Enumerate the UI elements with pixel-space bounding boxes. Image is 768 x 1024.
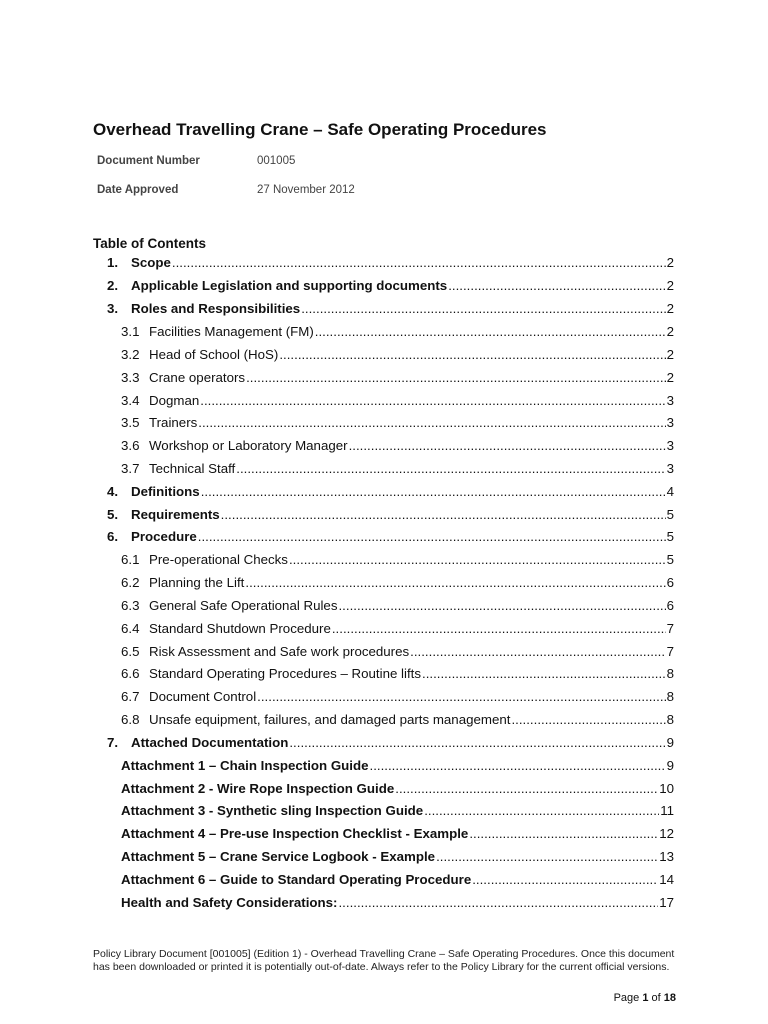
toc-leader-dots [172, 255, 666, 270]
toc-entry-procedure[interactable] [107, 529, 674, 549]
toc-entry-attachment-4[interactable] [121, 826, 674, 846]
toc-entry-legislation[interactable] [107, 278, 674, 298]
document-title: Overhead Travelling Crane – Safe Operating Procedures [93, 120, 547, 139]
toc-entry-workshop-manager[interactable] [121, 438, 674, 458]
toc-leader-dots [201, 484, 666, 499]
toc-leader-dots [472, 872, 658, 887]
toc-entry-attachment-5[interactable] [121, 849, 674, 869]
toc-entry-page: 9 [666, 735, 674, 750]
toc-leader-dots [246, 370, 666, 385]
toc-entry-page: 10 [659, 781, 674, 796]
toc-entry-number: 5. [107, 507, 119, 522]
toc-entry-number: 6.6 [121, 666, 140, 681]
toc-entry-page: 2 [666, 278, 674, 293]
toc-entry-text: Attachment 5 – Crane Service Logbook - Example [121, 849, 436, 864]
page-total: 18 [663, 992, 676, 1004]
toc-entry-text: Facilities Management (FM) [149, 324, 314, 339]
toc-entry-number: 6. [107, 529, 119, 544]
toc-entry-page: 13 [659, 849, 674, 864]
toc-entry-page: 5 [666, 552, 674, 567]
toc-entry-number: 3.7 [121, 461, 140, 476]
toc-entry-text: Attachment 3 - Synthetic sling Inspection Guide [121, 803, 424, 818]
toc-leader-dots [245, 575, 665, 590]
toc-entry-number: 3. [107, 301, 119, 316]
toc-entry-page: 8 [666, 689, 674, 704]
document-number-value: 001005 [257, 155, 296, 167]
toc-entry-text: Pre-operational Checks [149, 552, 288, 567]
toc-entry-page: 3 [666, 461, 674, 476]
toc-entry-number: 6.1 [121, 552, 140, 567]
toc-entry-trainers[interactable] [121, 415, 674, 435]
toc-entry-page: 6 [666, 575, 674, 590]
toc-entry-text: Head of School (HoS) [149, 347, 279, 362]
toc-leader-dots [395, 781, 658, 796]
toc-entry-text: Attachment 2 - Wire Rope Inspection Guide [121, 781, 395, 796]
toc-entry-page: 9 [666, 758, 674, 773]
toc-entry-attachment-2[interactable] [121, 781, 674, 801]
toc-entry-text: Roles and Responsibilities [131, 301, 301, 316]
toc-entry-scope[interactable] [107, 255, 674, 275]
toc-entry-page: 8 [666, 666, 674, 681]
toc-heading: Table of Contents [93, 236, 206, 251]
toc-entry-page: 3 [666, 393, 674, 408]
toc-entry-technical-staff[interactable] [121, 461, 674, 481]
toc-leader-dots [370, 758, 666, 773]
toc-entry-number: 3.2 [121, 347, 140, 362]
toc-entry-text: Health and Safety Considerations: [121, 895, 338, 910]
page-of: of [648, 992, 664, 1004]
toc-entry-attachment-6[interactable] [121, 872, 674, 892]
toc-leader-dots [198, 529, 666, 544]
toc-entry-risk-assessment[interactable] [121, 644, 674, 664]
toc-entry-number: 6.5 [121, 644, 140, 659]
toc-entry-number: 3.4 [121, 393, 140, 408]
toc-entry-roles[interactable] [107, 301, 674, 321]
date-approved-label: Date Approved [97, 184, 179, 196]
toc-entry-text: General Safe Operational Rules [149, 598, 338, 613]
toc-entry-standard-shutdown[interactable] [121, 621, 674, 641]
toc-leader-dots [257, 689, 665, 704]
toc-entry-number: 3.6 [121, 438, 140, 453]
toc-leader-dots [338, 895, 658, 910]
toc-entry-head-of-school[interactable] [121, 347, 674, 367]
footer-disclaimer: Policy Library Document [001005] (Edition 1) - Overhead Travelling Crane – Safe Operating Procedures. Once this document has been downloaded or printed it is potentially out-of-date. Always refer to the Policy Library for the current official versions. [93, 948, 675, 973]
toc-entry-requirements[interactable] [107, 507, 674, 527]
toc-entry-text: Unsafe equipment, failures, and damaged parts management [149, 712, 511, 727]
toc-leader-dots [448, 278, 665, 293]
toc-leader-dots [289, 735, 665, 750]
toc-entry-text: Requirements [131, 507, 220, 522]
toc-entry-page: 5 [666, 507, 674, 522]
page-indicator [614, 992, 676, 1004]
toc-entry-pre-operational-checks[interactable] [121, 552, 674, 572]
toc-leader-dots [436, 849, 658, 864]
toc-entry-page: 6 [666, 598, 674, 613]
toc-entry-text: Dogman [149, 393, 200, 408]
toc-entry-number: 3.3 [121, 370, 140, 385]
toc-entry-page: 4 [666, 484, 674, 499]
toc-entry-page: 17 [659, 895, 674, 910]
toc-entry-general-safe-rules[interactable] [121, 598, 674, 618]
toc-leader-dots [332, 621, 666, 636]
toc-leader-dots [279, 347, 665, 362]
toc-entry-number: 3.5 [121, 415, 140, 430]
toc-entry-page: 2 [666, 347, 674, 362]
toc-leader-dots [236, 461, 665, 476]
toc-entry-text: Applicable Legislation and supporting documents [131, 278, 448, 293]
toc-leader-dots [424, 803, 659, 818]
toc-entry-attached-documentation[interactable] [107, 735, 674, 755]
toc-leader-dots [422, 666, 666, 681]
toc-leader-dots [221, 507, 666, 522]
toc-entry-page: 3 [666, 415, 674, 430]
toc-leader-dots [200, 393, 665, 408]
toc-entry-number: 7. [107, 735, 119, 750]
toc-entry-number: 3.1 [121, 324, 140, 339]
toc-entry-number: 6.8 [121, 712, 140, 727]
toc-entry-unsafe-equipment[interactable] [121, 712, 674, 732]
toc-entry-page: 12 [659, 826, 674, 841]
toc-entry-page: 8 [666, 712, 674, 727]
toc-entry-text: Technical Staff [149, 461, 236, 476]
toc-leader-dots [198, 415, 665, 430]
toc-entry-number: 6.7 [121, 689, 140, 704]
toc-entry-routine-lifts[interactable] [121, 666, 674, 686]
toc-entry-text: Risk Assessment and Safe work procedures [149, 644, 410, 659]
toc-entry-page: 7 [666, 621, 674, 636]
toc-entry-text: Attachment 1 – Chain Inspection Guide [121, 758, 369, 773]
toc-entry-dogman[interactable] [121, 393, 674, 413]
toc-leader-dots [511, 712, 665, 727]
page-current: 1 [642, 992, 649, 1004]
page-prefix: Page [613, 992, 643, 1004]
toc-entry-number: 6.3 [121, 598, 140, 613]
toc-entry-attachment-1[interactable] [121, 758, 674, 778]
toc-entry-page: 7 [666, 644, 674, 659]
toc-leader-dots [289, 552, 666, 567]
toc-leader-dots [338, 598, 665, 613]
toc-entry-text: Crane operators [149, 370, 246, 385]
toc-entry-page: 2 [666, 301, 674, 316]
toc-entry-text: Document Control [149, 689, 257, 704]
toc-entry-page: 2 [666, 324, 674, 339]
toc-entry-number: 4. [107, 484, 119, 499]
toc-entry-text: Planning the Lift [149, 575, 245, 590]
toc-entry-page: 14 [659, 872, 674, 887]
toc-leader-dots [301, 301, 665, 316]
toc-leader-dots [315, 324, 666, 339]
toc-entry-text: Scope [131, 255, 171, 270]
toc-entry-page: 2 [666, 255, 674, 270]
toc-leader-dots [349, 438, 666, 453]
toc-entry-planning-the-lift[interactable] [121, 575, 674, 595]
toc-entry-page: 5 [666, 529, 674, 544]
toc-entry-text: Procedure [131, 529, 197, 544]
toc-entry-number: 2. [107, 278, 119, 293]
toc-entry-document-control[interactable] [121, 689, 674, 709]
toc-entry-number: 1. [107, 255, 119, 270]
toc-entry-page: 3 [666, 438, 674, 453]
toc-entry-text: Workshop or Laboratory Manager [149, 438, 348, 453]
toc-entry-text: Standard Shutdown Procedure [149, 621, 331, 636]
toc-entry-text: Attachment 6 – Guide to Standard Operating Procedure [121, 872, 472, 887]
toc-entry-number: 6.2 [121, 575, 140, 590]
toc-entry-number: 6.4 [121, 621, 140, 636]
toc-entry-attachment-3[interactable] [121, 803, 674, 823]
toc-entry-text: Standard Operating Procedures – Routine lifts [149, 666, 422, 681]
toc-entry-page: 11 [660, 803, 674, 818]
toc-entry-text: Attached Documentation [131, 735, 289, 750]
toc-leader-dots [410, 644, 665, 659]
toc-entry-page: 2 [666, 370, 674, 385]
date-approved-value: 27 November 2012 [257, 184, 355, 196]
document-number-label: Document Number [97, 155, 200, 167]
toc-entry-text: Definitions [131, 484, 200, 499]
toc-entry-text: Attachment 4 – Pre-use Inspection Checklist - Example [121, 826, 469, 841]
toc-entry-text: Trainers [149, 415, 198, 430]
toc-leader-dots [469, 826, 658, 841]
toc-entry-facilities-management[interactable] [121, 324, 674, 344]
toc-entry-health-and-safety[interactable] [121, 895, 674, 915]
toc-entry-crane-operators[interactable] [121, 370, 674, 390]
toc-entry-definitions[interactable] [107, 484, 674, 504]
